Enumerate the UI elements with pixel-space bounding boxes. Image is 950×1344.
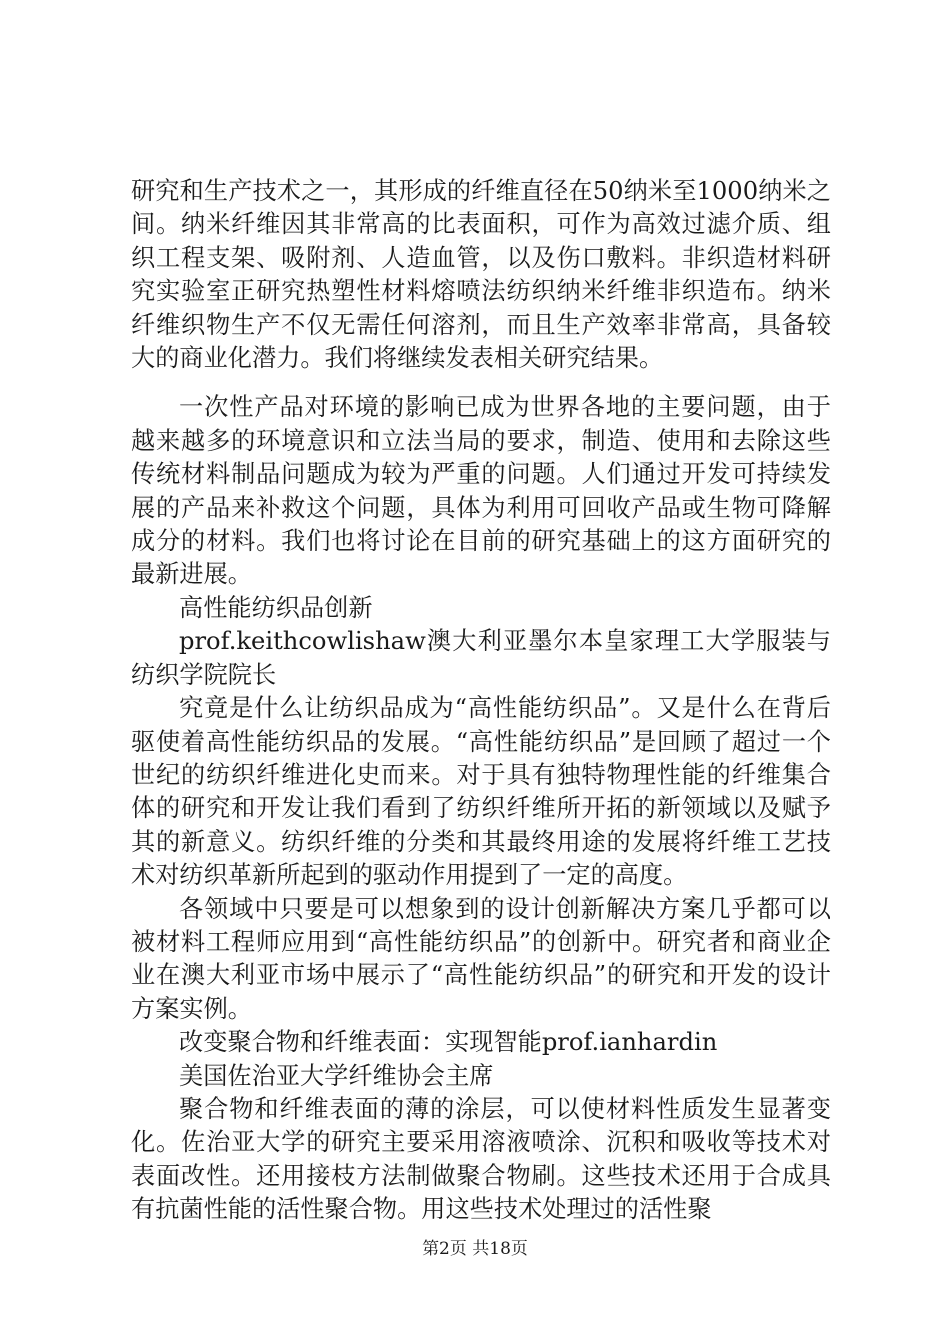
- page-number-footer: 第2页 共18页: [422, 1239, 528, 1259]
- document-body: [131, 175, 831, 1227]
- paragraph-thin-coatings: 聚合物和纤维表面的薄的涂层，可以使材料性质发生显著变化。佐治亚大学的研究主要采用溶液喷涂、沉积和吸收等技术对表面改性。还用接枝方法制做聚合物刷。这些技术还用于合成具有抗菌性能的活性聚合物。用这些技术处理过的活性聚: [131, 1094, 831, 1224]
- paragraph-nanofiber-continued: 研究和生产技术之一，其形成的纤维直径在50纳米至1000纳米之间。纳米纤维因其非常高的比表面积，可作为高效过滤介质、组织工程支架、吸附剂、人造血管，以及伤口敷料。非织造材料研究实验室正研究热塑性材料熔喷法纺织纳米纤维非织造布。纳米纤维织物生产不仅无需任何溶剂，而且生产效率非常高，具备较大的商业化潜力。我们将继续发表相关研究结果。: [131, 177, 831, 373]
- paragraph-disposable-products: 一次性产品对环境的影响已成为世界各地的主要问题，由于越来越多的环境意识和立法当局的要求，制造、使用和去除这些传统材料制品问题成为较为严重的问题。人们通过开发可持续发展的产品来补救这个问题，具体为利用可回收产品或生物可降解成分的材料。我们也将讨论在目前的研究基础上的这方面研究的最新进展。: [131, 393, 831, 589]
- speaker-line-keith-cowlishaw: prof.keithcowlishaw澳大利亚墨尔本皇家理工大学服装与纺织学院院长: [131, 627, 831, 689]
- paragraph-design-innovation: 各领域中只要是可以想象到的设计创新解决方案几乎都可以被材料工程师应用到“高性能纺织品”的创新中。研究者和商业企业在澳大利亚市场中展示了“高性能纺织品”的研究和开发的设计方案实例。: [131, 894, 831, 1023]
- paragraph-what-makes-high-performance: 究竟是什么让纺织品成为“高性能纺织品”。又是什么在背后驱使着高性能纺织品的发展。“高性能纺织品”是回顾了超过一个世纪的纺织纤维进化史而来。对于具有独特物理性能的纤维集合体的研究和开发让我们看到了纺织纤维所开拓的新领域以及赋予其的新意义。纺织纤维的分类和其最终用途的发展将纤维工艺技术对纺织革新所起到的驱动作用提到了一定的高度。: [131, 694, 831, 890]
- section-heading-high-performance-textiles: 高性能纺织品创新: [179, 593, 373, 622]
- section-heading-polymer-surfaces: 改变聚合物和纤维表面：实现智能prof.ianhardin: [179, 1028, 718, 1057]
- speaker-affiliation-georgia: 美国佐治亚大学纤维协会主席: [179, 1061, 494, 1090]
